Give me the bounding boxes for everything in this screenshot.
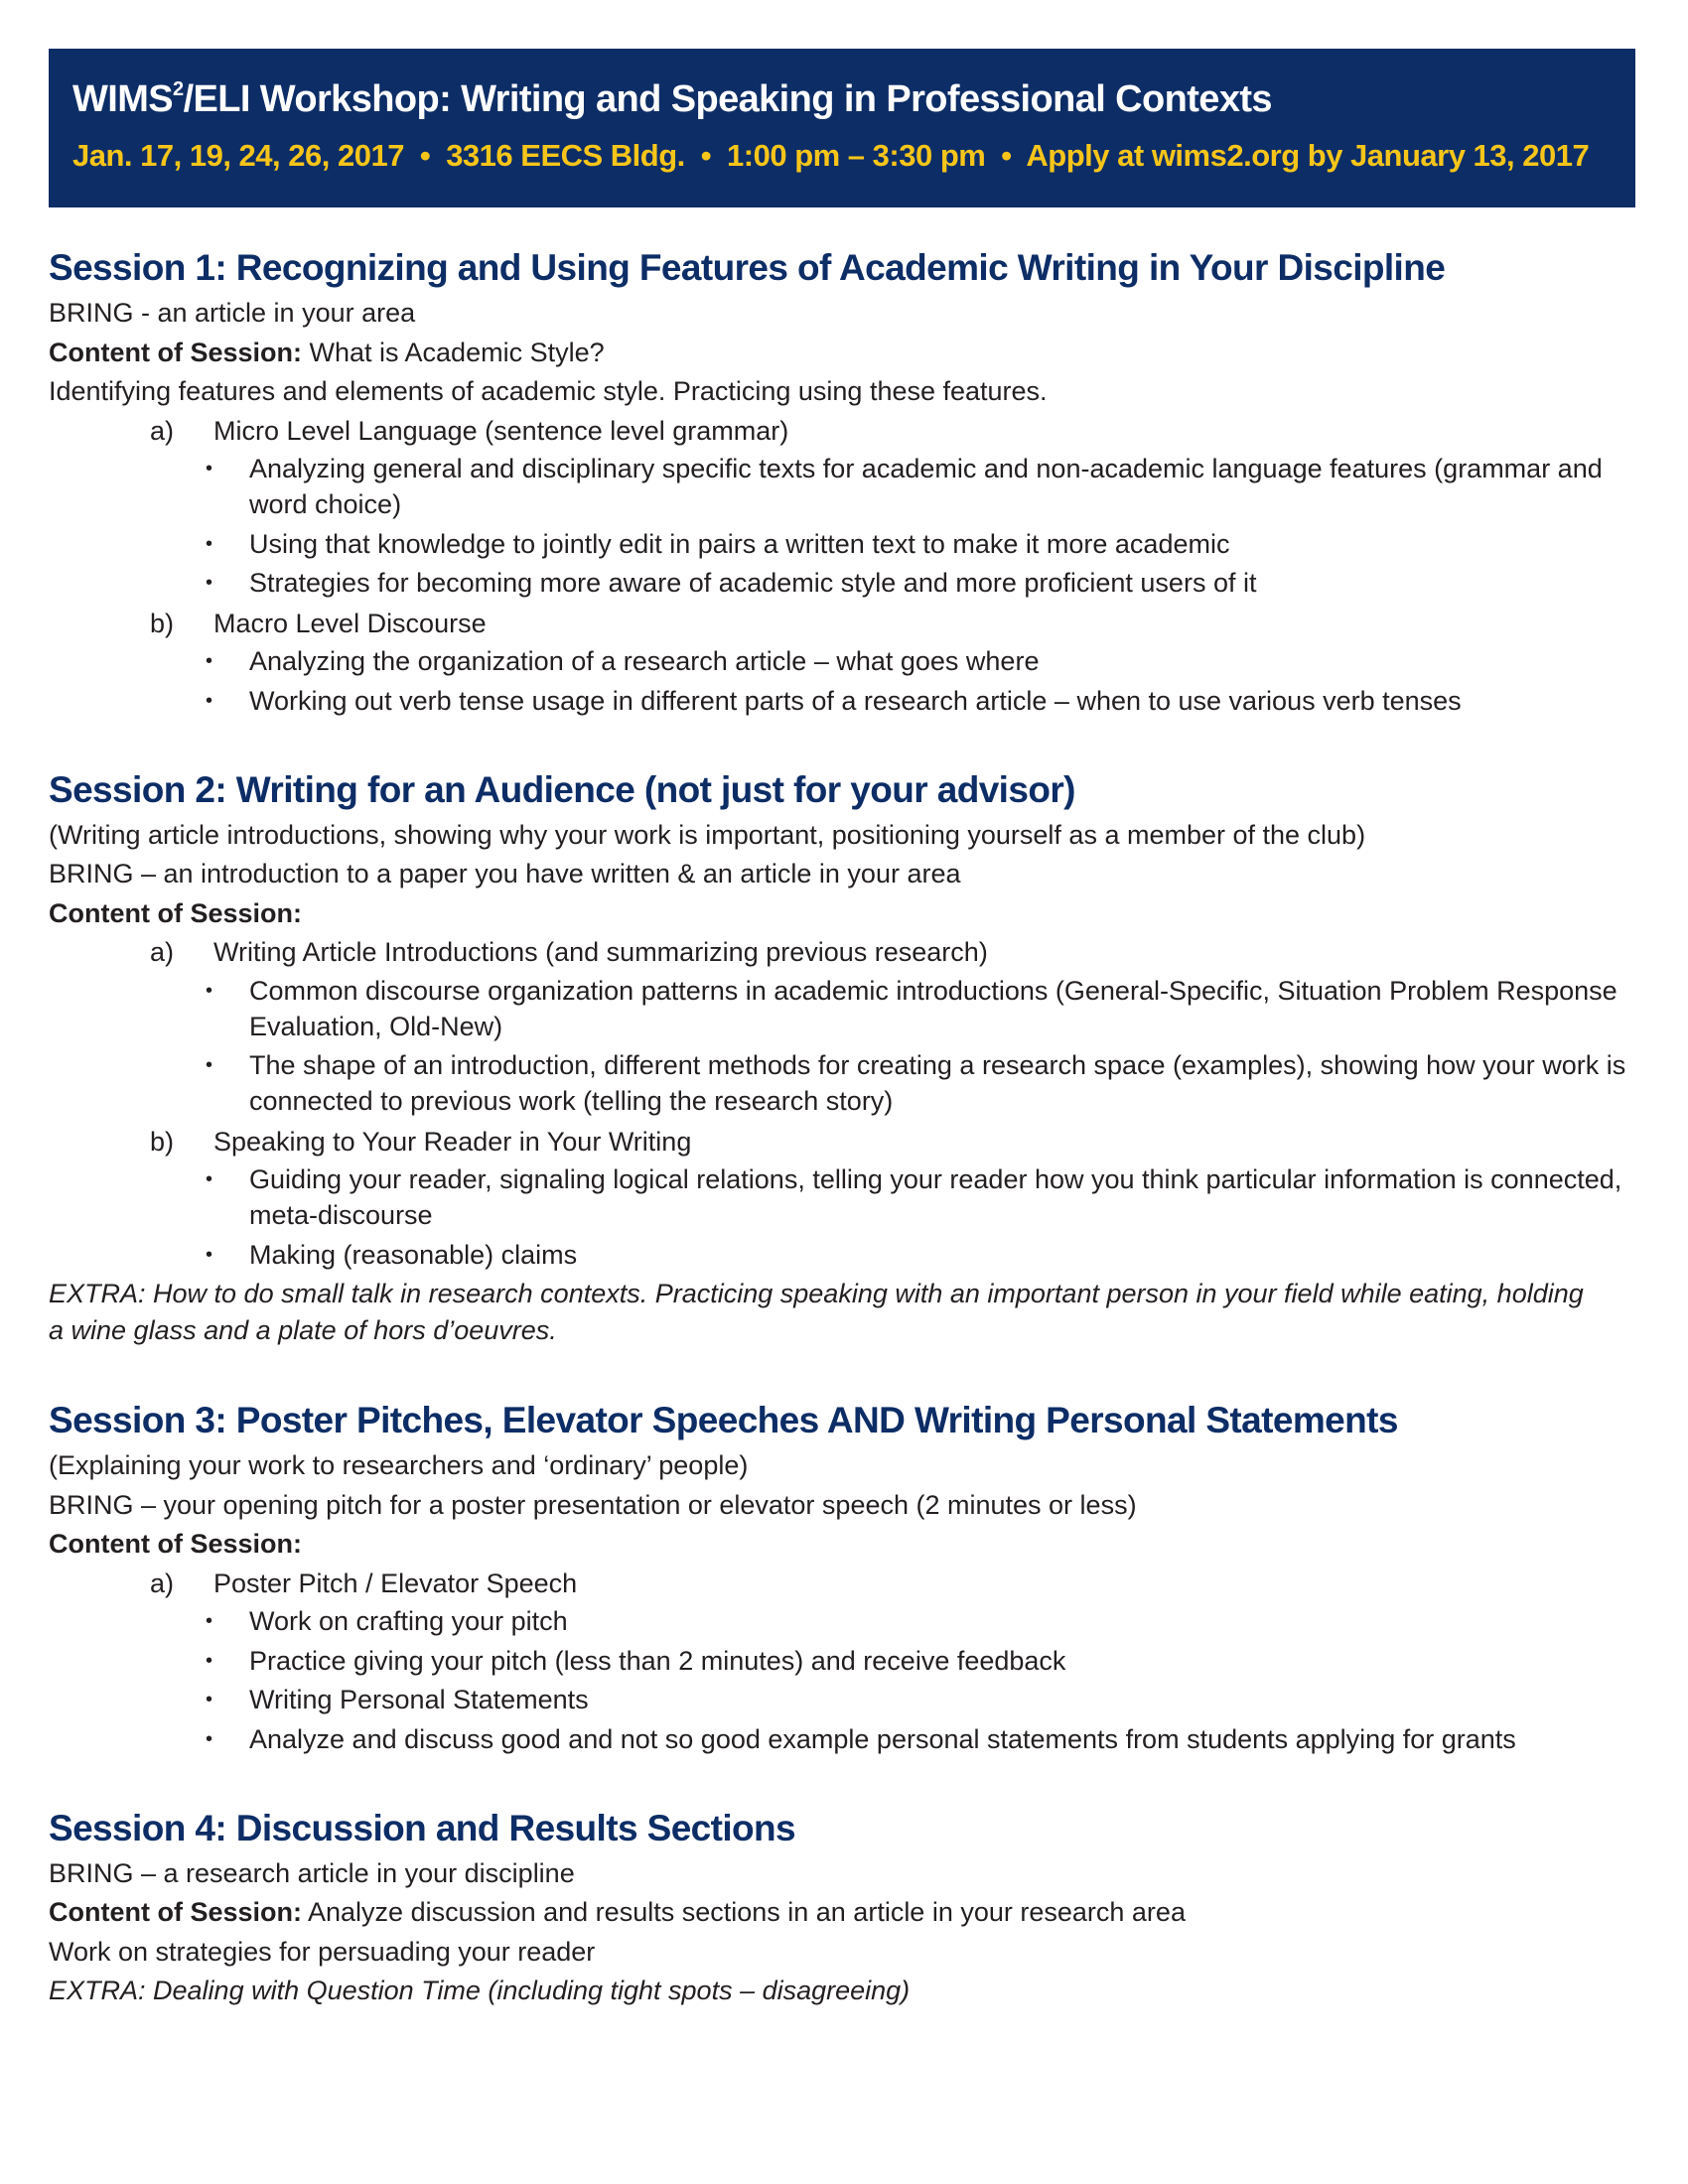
bullet-item	[49, 1047, 1637, 1119]
bullet-icon: •	[206, 458, 213, 479]
bullet-item	[49, 451, 1637, 522]
bullet-icon: •	[206, 1689, 213, 1710]
bullet-icon: •	[206, 532, 213, 555]
item-label: Poster Pitch / Elevator Speech	[213, 1568, 578, 1598]
bullet-item	[49, 1721, 1637, 1757]
sub-item-a	[49, 1565, 1637, 1604]
content-label: Content of Session:	[49, 337, 302, 367]
item-label: Micro Level Language (sentence level grammar)	[213, 415, 789, 446]
item-letter: a)	[150, 415, 175, 446]
session-title: Session 1: Recognizing and Using Features of Academic Writing in Your Discipline	[49, 247, 1446, 288]
content-line	[49, 1893, 1637, 1933]
content-label: Content of Session:	[49, 1529, 302, 1559]
bullet-text: Strategies for becoming more aware of academic style and more proficient users of it	[249, 568, 1257, 598]
title-superscript: 2	[173, 78, 184, 100]
session-4	[49, 1805, 1637, 2011]
bullet-icon: •	[206, 1649, 213, 1672]
item-label: Macro Level Discourse	[213, 608, 487, 638]
bullet-text: Analyzing the organization of a research article – what goes where	[249, 646, 1040, 676]
sub-item-b	[49, 1123, 1637, 1162]
bullet-text: Using that knowledge to jointly edit in pairs a written text to make it more academic	[249, 528, 1230, 559]
separator-dot: •	[700, 138, 712, 173]
item-letter: a)	[150, 937, 175, 967]
bring-line: BRING – a research article in your discipline	[49, 1857, 575, 1888]
bullet-text: Analyze and discuss good and not so good example personal statements from students applying for grants	[249, 1723, 1516, 1754]
bring-line: BRING – an introduction to a paper you have written & an article in your area	[49, 859, 961, 888]
bullet-text: Practice giving your pitch (less than 2 minutes) and receive feedback	[249, 1645, 1066, 1676]
session-title: Session 3: Poster Pitches, Elevator Speeches AND Writing Personal Statements	[49, 1400, 1398, 1440]
session-title: Session 2: Writing for an Audience (not just for your advisor)	[49, 768, 1075, 810]
bullet-text: Making (reasonable) claims	[249, 1239, 578, 1270]
intro-line: Identifying features and elements of academic style. Practicing using these features.	[49, 376, 1048, 406]
bullet-icon: •	[206, 1610, 213, 1632]
bullet-item	[49, 973, 1637, 1044]
bullet-item	[49, 526, 1637, 562]
event-location: 3316 EECS Bldg.	[446, 138, 685, 173]
content-line	[49, 334, 1637, 373]
note-line: (Explaining your work to researchers and ‘ordinary’ people)	[49, 1450, 749, 1480]
content-text: What is Academic Style?	[302, 337, 605, 367]
bullet-icon: •	[206, 1054, 213, 1076]
event-dates: Jan. 17, 19, 24, 26, 2017	[72, 138, 404, 173]
bullet-item	[49, 1603, 1637, 1639]
session-title: Session 4: Discussion and Results Sections	[49, 1807, 796, 1848]
bring-line: BRING – your opening pitch for a poster presentation or elevator speech (2 minutes or less)	[49, 1489, 1137, 1520]
title-prefix: WIMS	[72, 78, 174, 120]
bullet-item	[49, 1643, 1637, 1679]
bullet-item	[49, 1237, 1637, 1273]
event-time: 1:00 pm – 3:30 pm	[727, 138, 986, 173]
bullet-text: Working out verb tense usage in different parts of a research article – when to use various verb tenses	[249, 685, 1462, 716]
bullet-item	[49, 643, 1637, 679]
content-label: Content of Session:	[49, 1897, 302, 1927]
sessions-content	[49, 244, 1637, 2059]
item-label: Speaking to Your Reader in Your Writing	[213, 1126, 692, 1157]
sub-item-b	[49, 605, 1637, 644]
bullet-icon: •	[206, 1727, 213, 1750]
bullet-text: Work on crafting your pitch	[249, 1606, 568, 1636]
bullet-text: The shape of an introduction, different methods for creating a research space (examples), showing how your work is connected to previous work (telling the research story)	[249, 1050, 1626, 1116]
event-info	[72, 136, 1635, 176]
bullet-text: Common discourse organization patterns in academic introductions (General-Specific, Situation Problem Response Evaluation, Old-New)	[249, 975, 1618, 1041]
bullet-text: Guiding your reader, signaling logical relations, telling your reader how you think particular information is connected, meta-discourse	[249, 1164, 1622, 1230]
page-title	[72, 74, 1635, 124]
bullet-icon: •	[206, 689, 213, 712]
intro-line: Work on strategies for persuading your reader	[49, 1936, 596, 1967]
bullet-icon: •	[206, 979, 213, 1002]
separator-dot: •	[1001, 138, 1012, 173]
extra-note: EXTRA: How to do small talk in research contexts. Practicing speaking with an important person in your field while eating, holding a wine glass and a plate of hors d’oeuvres.	[49, 1279, 1584, 1345]
session-1	[49, 244, 1637, 719]
bullet-item	[49, 1161, 1637, 1233]
apply-info: Apply at wims2.org by January 13, 2017	[1026, 138, 1590, 173]
bullet-icon: •	[206, 572, 213, 594]
bullet-text: Writing Personal Statements	[249, 1685, 589, 1714]
note-line: (Writing article introductions, showing why your work is important, positioning yourself as a member of the club)	[49, 819, 1366, 850]
bullet-icon: •	[206, 1168, 213, 1190]
item-letter: a)	[150, 1568, 175, 1598]
content-label: Content of Session:	[49, 897, 302, 928]
header-banner	[49, 49, 1635, 207]
content-text: Analyze discussion and results sections in an article in your research area	[302, 1897, 1186, 1927]
extra-note: EXTRA: Dealing with Question Time (including tight spots – disagreeing)	[49, 1976, 911, 2005]
separator-dot: •	[419, 138, 431, 173]
item-letter: b)	[150, 608, 175, 638]
session-2	[49, 766, 1637, 1350]
bullet-icon: •	[206, 1243, 213, 1266]
bullet-text: Analyzing general and disciplinary specific texts for academic and non-academic language features (grammar and word choice)	[249, 454, 1603, 519]
session-3	[49, 1397, 1637, 1757]
sub-item-a	[49, 412, 1637, 452]
bullet-icon: •	[206, 650, 213, 672]
bullet-item	[49, 565, 1637, 601]
bring-line: BRING - an article in your area	[49, 298, 416, 328]
item-letter: b)	[150, 1126, 175, 1157]
bullet-item	[49, 1682, 1637, 1717]
sub-item-a	[49, 933, 1637, 973]
item-label: Writing Article Introductions (and summarizing previous research)	[213, 937, 988, 967]
bullet-item	[49, 683, 1637, 719]
title-suffix: /ELI Workshop: Writing and Speaking in Professional Contexts	[183, 78, 1272, 120]
